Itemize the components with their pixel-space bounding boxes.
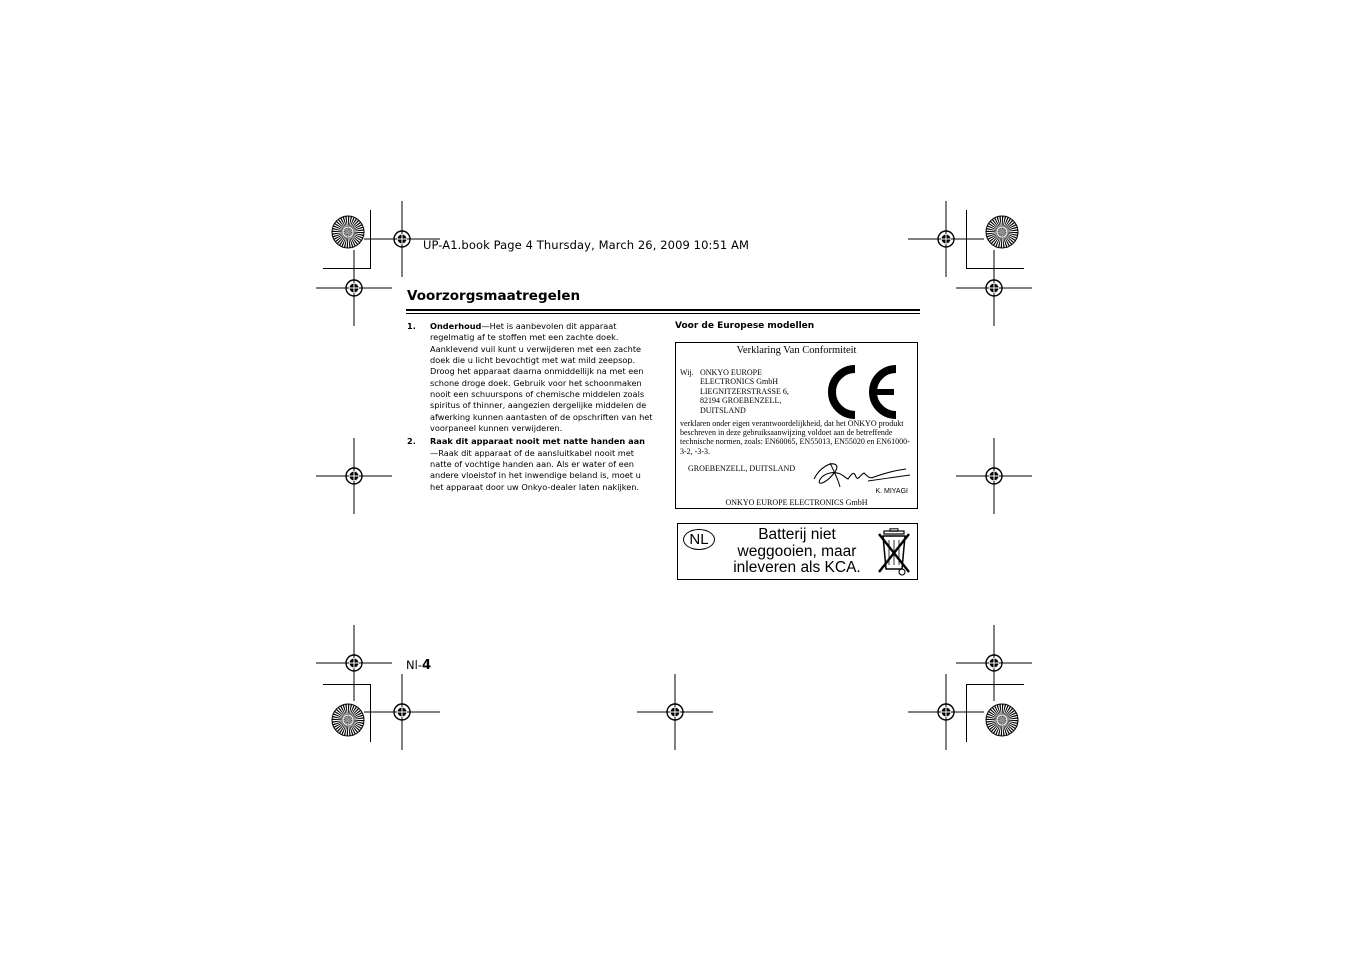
doc-signer: K. MIYAGI: [875, 488, 908, 495]
item-lead: Raak dit apparaat nooit met natte handen aan: [430, 436, 645, 447]
star-target-icon: [985, 703, 1019, 737]
list-item: [407, 436, 653, 493]
item-lead: Onderhoud: [430, 321, 482, 331]
battery-text: [718, 527, 876, 577]
registration-target-icon: [316, 438, 392, 514]
battery-line: Batterij niet: [758, 526, 836, 543]
page-number: [406, 658, 431, 673]
ce-mark-icon: [822, 363, 900, 421]
registration-target-icon: [364, 674, 440, 750]
print-header: UP-A1.book Page 4 Thursday, March 26, 2009 10:51 AM: [423, 238, 750, 252]
item-number: 1.: [407, 321, 416, 331]
battery-notice: [677, 523, 918, 580]
country-badge: NL: [683, 529, 715, 550]
signature-icon: [810, 457, 912, 491]
euro-models-title: Voor de Europese modellen: [675, 321, 815, 331]
battery-line: weggooien, maar: [737, 542, 857, 560]
precautions-list: [407, 321, 653, 495]
doc-city: GROEBENZELL, DUITSLAND: [688, 464, 796, 473]
star-target-icon: [985, 215, 1019, 249]
address-line: DUITSLAND: [700, 405, 746, 415]
crossed-bin-icon: [876, 528, 912, 577]
address-line: 82194 GROEBENZELL,: [700, 396, 782, 406]
item-text: —Raak dit apparaat of de aansluitkabel nooit met natte of vochtige handen aan. Als er water of een andere vloeistof in het inwendige beland is, moet u het apparaat door uw Onkyo-dealer laten nakijken.: [430, 447, 641, 492]
list-item: [407, 321, 653, 434]
address-line: ELECTRONICS GmbH: [700, 377, 778, 387]
registration-target-icon: [316, 250, 392, 326]
doc-title: Verklaring Van Conformiteit: [736, 345, 857, 356]
title-rule-thin: [406, 313, 920, 314]
address-line: ONKYO EUROPE: [700, 368, 762, 377]
doc-company: ONKYO EUROPE ELECTRONICS GmbH: [725, 498, 868, 507]
star-target-icon: [331, 703, 365, 737]
page-value: 4: [421, 658, 431, 673]
registration-target-icon: [908, 674, 984, 750]
registration-target-icon: [956, 250, 1032, 326]
registration-target-icon: [637, 674, 713, 750]
title-rule: [406, 309, 920, 311]
doc-address: [700, 368, 789, 415]
doc-wij: Wij.: [680, 368, 694, 377]
page-prefix: Nl-: [406, 658, 422, 672]
doc-declaration: verklaren onder eigen verantwoordelijkheid, dat het ONKYO produkt beschreven in deze gebruiksaanwijzing voldoet aan de betreffende technische normen, zoals: EN60065, EN55013, EN55020 en EN61000-3-2, -3-3.: [680, 419, 910, 456]
section-title: Voorzorgsmaatregelen: [407, 288, 581, 304]
item-number: 2.: [407, 436, 416, 447]
registration-target-icon: [956, 438, 1032, 514]
star-target-icon: [331, 215, 365, 249]
declaration-of-conformity: [675, 342, 918, 509]
address-line: LIEGNITZERSTRASSE 6,: [700, 386, 789, 396]
battery-line: inleveren als KCA.: [733, 559, 861, 577]
item-text: —Het is aanbevolen dit apparaat regelmatig af te stoffen met een zachte doek. Aanklevend vuil kunt u verwijderen met een zachte doek die u licht bevochtigt met wat mild zeepsop. Droog het apparaat daarna onmiddellijk na met een schone droge doek. Gebruik voor het schoonmaken nooit een schuurspons of chemische middelen zoals spiritus of thinner, aangezien dergelijke middelen de afwerking kunnen aantasten of de opschriften van het voorpaneel kunnen verwijderen.: [430, 321, 653, 434]
